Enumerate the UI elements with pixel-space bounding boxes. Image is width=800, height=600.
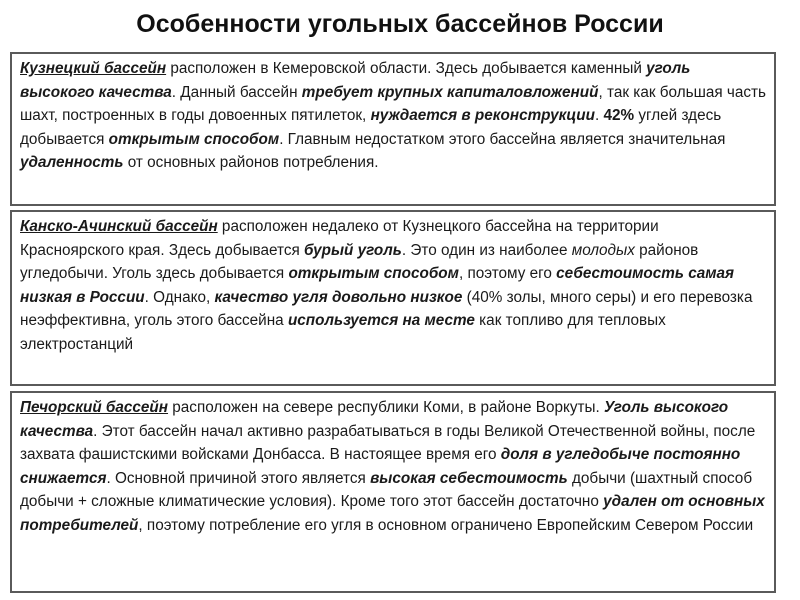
emphasis: высокая себестоимость [370,469,568,487]
emphasis: удален от основных потребителей [20,493,765,534]
emphasis-italic: молодых [571,241,635,259]
text-segment: , поэтому потребление его угля в основном ограничено Европейским Севером России [138,516,754,534]
emphasis: Уголь высокого качества [20,399,729,440]
emphasis: удаленность [20,154,124,171]
pechora-basin-text [20,396,766,537]
text-segment: , так как большая часть шахт, построенных в годы довоенных пятилеток, [20,83,767,124]
kuznetsk-basin-box [10,52,776,206]
emphasis: используется на месте [287,312,475,329]
emphasis: уголь высокого качества [20,60,691,101]
emphasis: открытым способом [288,265,459,282]
text-segment: (40% золы, много серы) и его перевозка неэффективна, уголь этого бассейна [20,288,753,329]
emphasis: качество угля довольно низкое [214,288,463,306]
emphasis: требует крупных капиталовложений [301,83,599,101]
page-title: Особенности угольных бассейнов России [136,10,664,38]
text-segment: . Основной причиной этого является [106,469,371,487]
emphasis: открытым способом [108,130,280,148]
text-segment: . Этот бассейн начал активно разрабатываться в годы Великой Отечественной войны, после захвата фашистскими войсками Донбасса. В настоящее время его [20,422,756,463]
text-segment: расположен недалеко от Кузнецкого бассейна на территории Красноярского края. Здесь добывается [20,218,659,259]
text-segment: добычи (шахтный способ добычи + сложные климатические условия). Кроме того этот бассейн достаточно [20,469,753,510]
pechora-basin-box [10,391,776,593]
text-segment: . [594,107,604,124]
text-segment: . Главным недостатком этого бассейна является значительная [279,130,726,148]
text-segment: от основных районов потребления. [123,154,379,171]
text-segment: . Однако, [144,288,215,306]
kansk-achinsk-basin-text [20,215,766,356]
text-segment: . Данный бассейн [171,83,302,101]
emphasis-percent: 42% [603,107,635,124]
kansk-achinsk-basin-name: Канско-Ачинский бассейн [20,218,218,235]
text-segment: расположен в Кемеровской области. Здесь добывается каменный [166,60,647,77]
text-segment: . Это один из наиболее [401,241,572,259]
emphasis: доля в угледобыче постоянно снижается [20,446,741,487]
emphasis: нуждается в реконструкции [370,107,595,124]
pechora-basin-name: Печорский бассейн [20,399,169,416]
text-segment: расположен на севере республики Коми, в районе Воркуты. [168,399,605,416]
text-segment: углей здесь добывается [20,107,722,148]
text-segment: как топливо для тепловых электростанций [20,312,666,353]
kansk-achinsk-basin-box [10,210,776,386]
text-segment: , поэтому его [458,265,557,282]
kuznetsk-basin-name: Кузнецкий бассейн [20,60,167,77]
emphasis: себестоимость самая низкая в России [20,265,735,306]
kuznetsk-basin-text [20,57,766,175]
text-segment: районов угледобычи. Уголь здесь добывается [20,241,699,282]
emphasis: бурый уголь [304,241,402,259]
